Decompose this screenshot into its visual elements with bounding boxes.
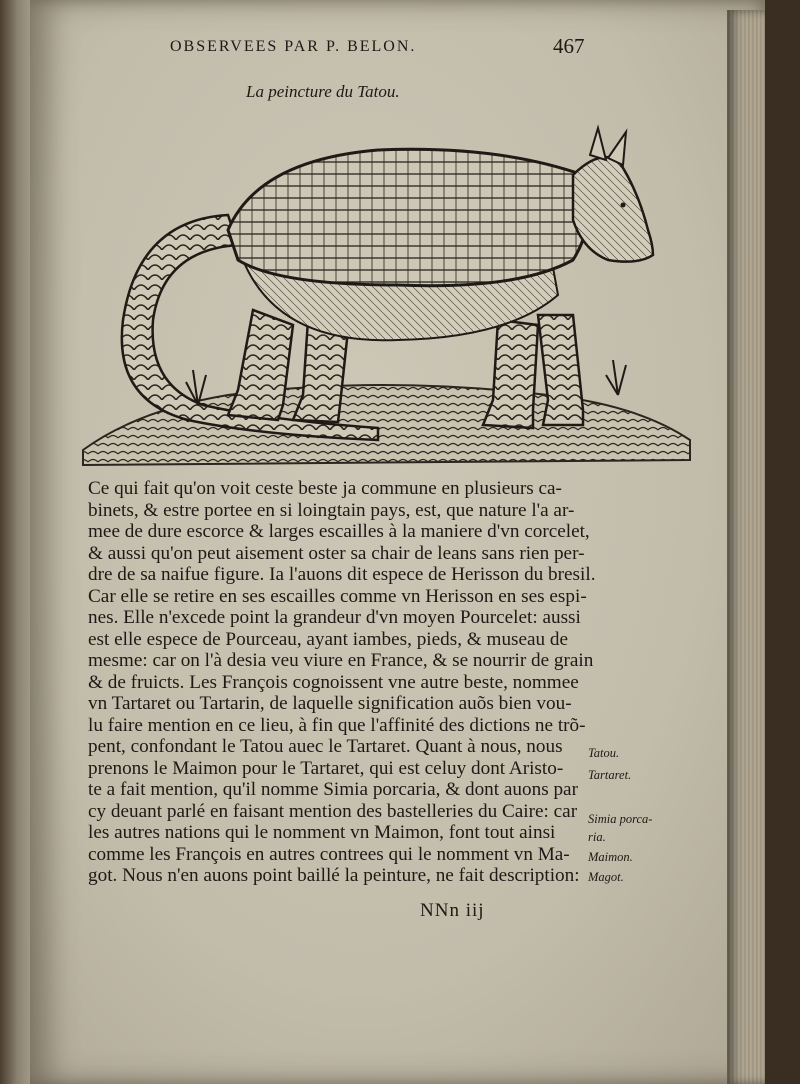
eye [621, 203, 626, 208]
signature-mark: NNn iij [420, 900, 485, 921]
armored-shell [228, 149, 589, 285]
page-edges [727, 10, 765, 1084]
text-line: cy deuant parlé en faisant mention des bastelleries du Caire: car [88, 800, 578, 822]
margin-note: Tatou. [588, 746, 620, 760]
text-line: & de fruicts. Les François cognoissent vne autre beste, nommee [88, 671, 579, 693]
text-line: nes. Elle n'excede point la grandeur d'vn moyen Pourcelet: aussi [88, 607, 581, 628]
text-line: Car elle se retire en ses escailles comme vn Herisson en ses espi- [88, 585, 587, 607]
text-line: Ce qui fait qu'on voit ceste beste ja commune en plusieurs ca- [88, 478, 562, 499]
margin-note: ria. [588, 830, 606, 844]
margin-note: Maimon. [588, 850, 633, 864]
text-line: vn Tartaret ou Tartarin, de laquelle signification auõs bien vou- [88, 693, 572, 714]
text-line: lu faire mention en ce lieu, à fin que l'affinité des dictions ne trõ- [88, 714, 586, 736]
text-line: mee de dure escorce & larges escailles à la maniere d'vn corcelet, [88, 521, 590, 542]
text-line: les autres nations qui le nomment vn Maimon, font tout ainsi [88, 822, 556, 843]
margin-note: Simia porca- [588, 812, 653, 826]
text-line: dre de sa naifue figure. Ia l'auons dit espece de Herisson du bresil. [88, 564, 596, 585]
text-line: te a fait mention, qu'il nomme Simia porcaria, & dont auons par [88, 779, 578, 800]
illustration-caption: La peincture du Tatou. [246, 82, 400, 101]
text-line: got. Nous n'en auons point baillé la peinture, ne fait description: [88, 865, 580, 886]
margin-note: Magot. [588, 870, 624, 884]
head [573, 157, 653, 262]
text-line: binets, & estre portee en si loingtain pays, est, que nature l'a ar- [88, 499, 575, 521]
text-line: prenons le Maimon pour le Tartaret, qui est celuy dont Aristo- [88, 757, 564, 779]
text-line: comme les François en autres contrees qui le nomment vn Ma- [88, 843, 570, 865]
text-line: mesme: car on l'à desia veu viure en France, & se nourrir de grain [88, 650, 594, 671]
armadillo-woodcut-illustration [78, 120, 698, 470]
body-text [88, 478, 598, 887]
text-line: est elle espece de Pourceau, ayant iambes, pieds, & museau de [88, 628, 569, 650]
running-title: OBSERVEES PAR P. BELON. [170, 38, 417, 55]
ear [590, 128, 606, 160]
page-number: 467 [553, 34, 585, 58]
margin-note: Tartaret. [588, 768, 632, 782]
text-line: & aussi qu'on peut aisement oster sa chair de leans sans rien per- [88, 542, 585, 564]
text-line: pent, confondant le Tatou auec le Tartaret. Quant à nous, nous [88, 736, 563, 757]
